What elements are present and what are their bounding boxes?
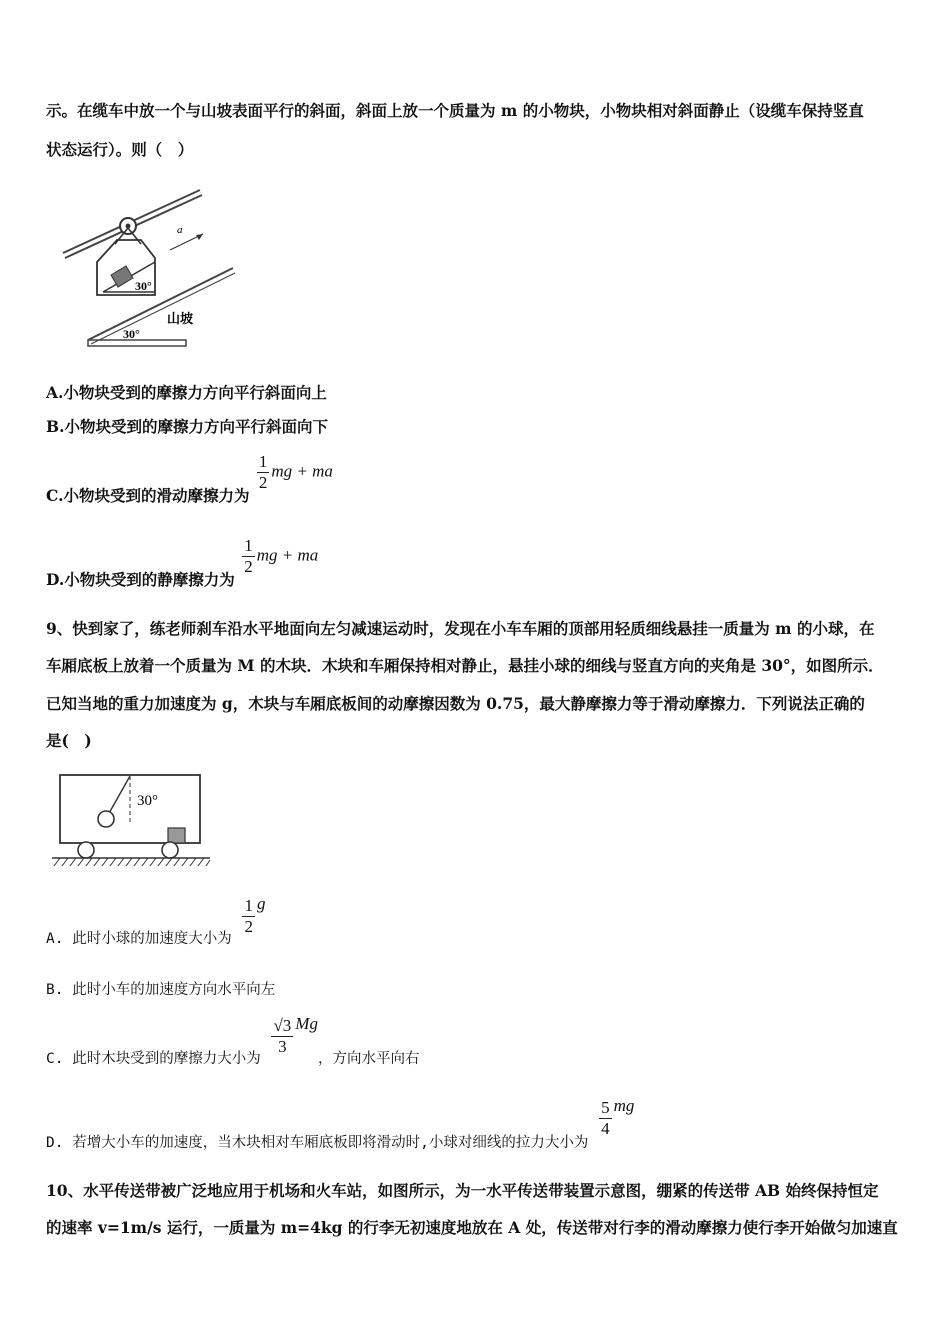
- q9-stem-line-4: 是( ): [46, 731, 92, 750]
- q8-stem-line-1: 示。在缆车中放一个与山坡表面平行的斜面，斜面上放一个质量为 m 的小物块，小物块相对斜面静止（设缆车保持竖直: [46, 101, 864, 120]
- wheel-left: [78, 842, 94, 858]
- q9-option-c-suffix: ，方向水平向右: [317, 1050, 420, 1067]
- q8-option-b[interactable]: B.小物块受到的摩擦力方向平行斜面向下: [46, 417, 328, 436]
- slope-angle-label: 30°: [123, 327, 140, 341]
- q8-option-c-fraction: [257, 452, 270, 493]
- q8-option-a[interactable]: A.小物块受到的摩擦力方向平行斜面向上: [46, 383, 327, 402]
- pendulum-ball: [98, 811, 114, 827]
- q9-option-a[interactable]: [46, 893, 266, 947]
- q9-option-c-text: C. 此时木块受到的摩擦力大小为: [46, 1050, 261, 1067]
- q9-option-d[interactable]: [46, 1095, 635, 1151]
- q9-option-a-fraction: [242, 896, 255, 937]
- q9-option-d-expr: mg: [613, 1095, 635, 1115]
- q9-option-c-num: √3: [273, 1016, 292, 1035]
- q9-option-a-den: 2: [244, 917, 253, 936]
- q8-option-d-expr: mg + ma: [256, 545, 319, 565]
- q9-option-c-den: 3: [271, 1036, 293, 1057]
- inner-angle-label: 30°: [135, 279, 152, 293]
- small-block: [111, 266, 133, 287]
- q10-stem-line-1: 10、水平传送带被广泛地应用于机场和火车站，如图所示，为一水平传送带装置示意图，绷紧的传送带 AB 始终保持恒定: [46, 1181, 879, 1200]
- q9-stem-line-1: 9、快到家了，练老师刹车沿水平地面向左匀减速运动时，发现在小车车厢的顶部用轻质细线悬挂一质量为 m 的小球，在: [46, 619, 875, 638]
- pendulum-angle-label: 30°: [137, 793, 158, 809]
- q8-option-d-fraction: [242, 536, 255, 577]
- q9-option-c-expr: Mg: [295, 1013, 318, 1033]
- cable-car-figure: [55, 180, 235, 352]
- q9-option-c-fraction: [271, 1016, 293, 1057]
- q9-stem-line-3: 已知当地的重力加速度为 g，木块与车厢底板间的动摩擦因数为 0.75，最大静摩擦力等于滑动摩擦力．下列说法正确的: [46, 694, 865, 713]
- wheel-right: [162, 842, 178, 858]
- ground-hatching: [54, 858, 210, 866]
- slope-line: [88, 268, 233, 340]
- q9-option-d-fraction: [599, 1098, 612, 1139]
- q9-option-d-den: 4: [601, 1119, 610, 1138]
- q9-option-a-text: A. 此时小球的加速度大小为: [46, 930, 232, 947]
- cart-pendulum-figure: [48, 770, 214, 870]
- q8-option-c-text: C.小物块受到的滑动摩擦力为: [46, 485, 250, 505]
- q8-option-d[interactable]: [46, 536, 319, 589]
- q9-option-c[interactable]: [46, 1013, 420, 1067]
- q8-option-c-num: 1: [258, 452, 268, 471]
- q10-stem-line-2: 的速率 v=1m/s 运行，一质量为 m=4kg 的行李无初速度地放在 A 处，传送带对行李的滑动摩擦力使行李开始做匀加速直: [46, 1218, 898, 1237]
- q8-option-d-text: D.小物块受到的静摩擦力为: [46, 569, 235, 589]
- q8-option-c-expr: mg + ma: [271, 461, 333, 481]
- q9-option-a-num: 1: [244, 896, 253, 915]
- q8-option-d-num: 1: [244, 536, 253, 555]
- pendulum-string: [108, 776, 130, 815]
- q9-option-b[interactable]: B. 此时小车的加速度方向水平向左: [46, 982, 276, 998]
- q8-option-c[interactable]: [46, 452, 333, 505]
- q8-option-d-den: 2: [244, 557, 253, 576]
- slope-label: 山坡: [167, 312, 194, 327]
- q9-option-d-num: 5: [601, 1098, 610, 1117]
- q9-stem-line-2: 车厢底板上放着一个质量为 M 的木块．木块和车厢保持相对静止，悬挂小球的细线与竖直方向的夹角是 30°，如图所示．: [46, 656, 884, 675]
- wood-block: [168, 828, 185, 843]
- q9-option-d-text: D. 若增大小车的加速度，当木块相对车厢底板即将滑动时,小球对细线的拉力大小为: [46, 1134, 589, 1151]
- accel-label: a: [177, 224, 183, 236]
- q8-stem-line-2: 状态运行）。则（ ）: [46, 140, 194, 159]
- q8-option-c-den: 2: [258, 473, 268, 492]
- q9-option-a-expr: g: [256, 893, 266, 913]
